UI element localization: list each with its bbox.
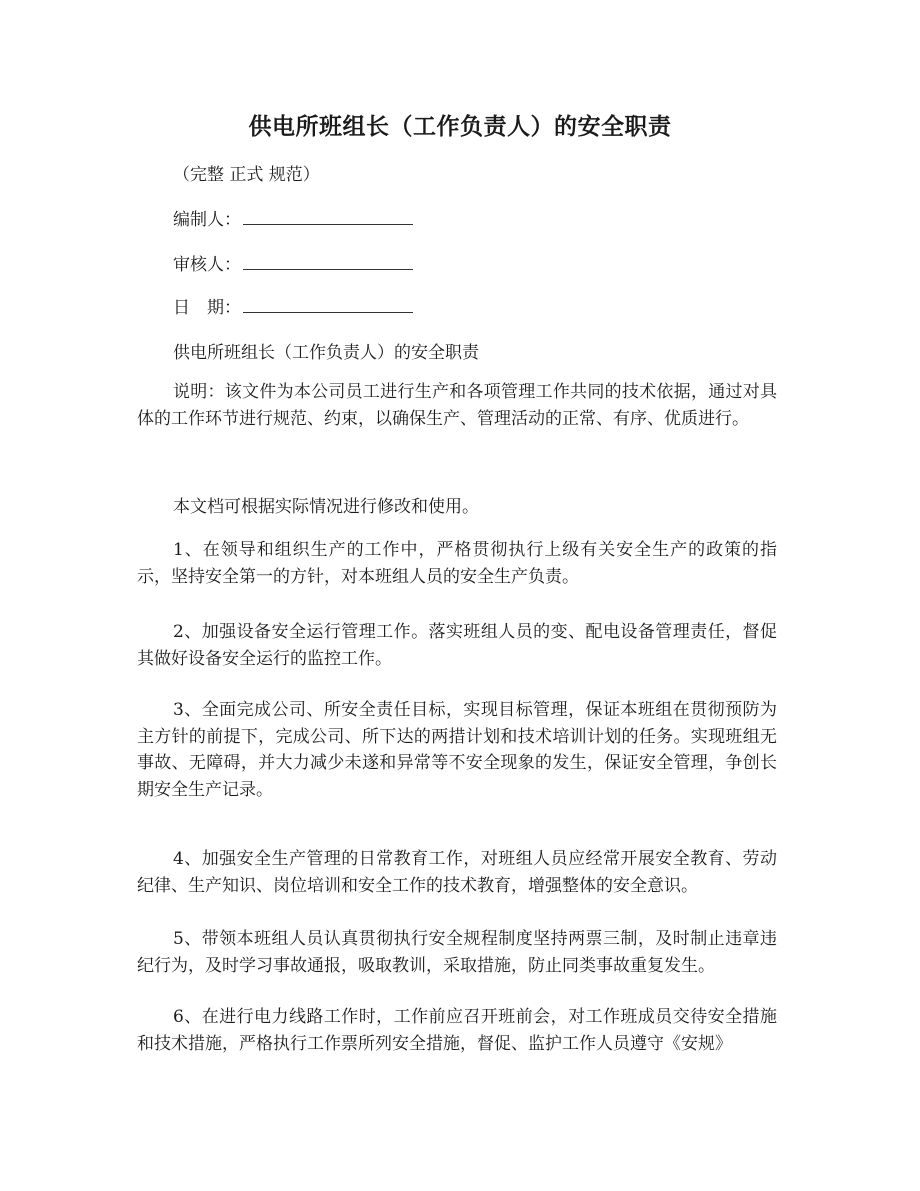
field-reviewer-label: 审核人： xyxy=(173,255,241,275)
document-subtitle: （完整 正式 规范） xyxy=(173,165,320,185)
field-reviewer xyxy=(173,250,413,275)
field-reviewer-blank xyxy=(243,255,413,270)
paragraph-note: 说明：该文件为本公司员工进行生产和各项管理工作共同的技术依据，通过对具体的工作环节进行规范、约束，以确保生产、管理活动的正常、有序、优质进行。 xyxy=(137,382,777,429)
paragraph-item-5: 5、带领本班组人员认真贯彻执行安全规程制度坚持两票三制，及时制止违章违纪行为，及时学习事故通报，吸取教训，采取措施，防止同类事故重复发生。 xyxy=(137,929,777,976)
paragraph-item-4: 4、加强安全生产管理的日常教育工作，对班组人员应经常开展安全教育、劳动纪律、生产知识、岗位培训和安全工作的技术教育，增强整体的安全意识。 xyxy=(137,849,777,896)
field-date-blank xyxy=(243,298,413,313)
paragraph-item-2: 2、加强设备安全运行管理工作。落实班组人员的变、配电设备管理责任，督促其做好设备安全运行的监控工作。 xyxy=(137,622,777,669)
field-author xyxy=(173,205,413,230)
paragraph-item-1: 1、在领导和组织生产的工作中，严格贯彻执行上级有关安全生产的政策的指示，坚持安全第一的方针，对本班组人员的安全生产负责。 xyxy=(137,540,777,587)
repeat-title: 供电所班组长（工作负责人）的安全职责 xyxy=(173,343,479,363)
field-date xyxy=(173,293,413,318)
paragraph-item-3: 3、全面完成公司、所安全责任目标，实现目标管理，保证本班组在贯彻预防为主方针的前提下，完成公司、所下达的两措计划和技术培训计划的任务。实现班组无事故、无障碍，并大力减少未遂和异常等不安全现象的发生，保证安全管理，争创长期安全生产记录。 xyxy=(137,700,777,800)
field-date-label: 日 期： xyxy=(173,298,241,318)
paragraph-item-6: 6、在进行电力线路工作时，工作前应召开班前会，对工作班成员交待安全措施和技术措施，严格执行工作票所列安全措施，督促、监护工作人员遵守《安规》 xyxy=(137,1007,777,1054)
paragraph-usage: 本文档可根据实际情况进行修改和使用。 xyxy=(173,497,479,517)
field-author-blank xyxy=(243,210,413,225)
field-author-label: 编制人： xyxy=(173,210,241,230)
document-title: 供电所班组长（工作负责人）的安全职责 xyxy=(248,113,672,140)
